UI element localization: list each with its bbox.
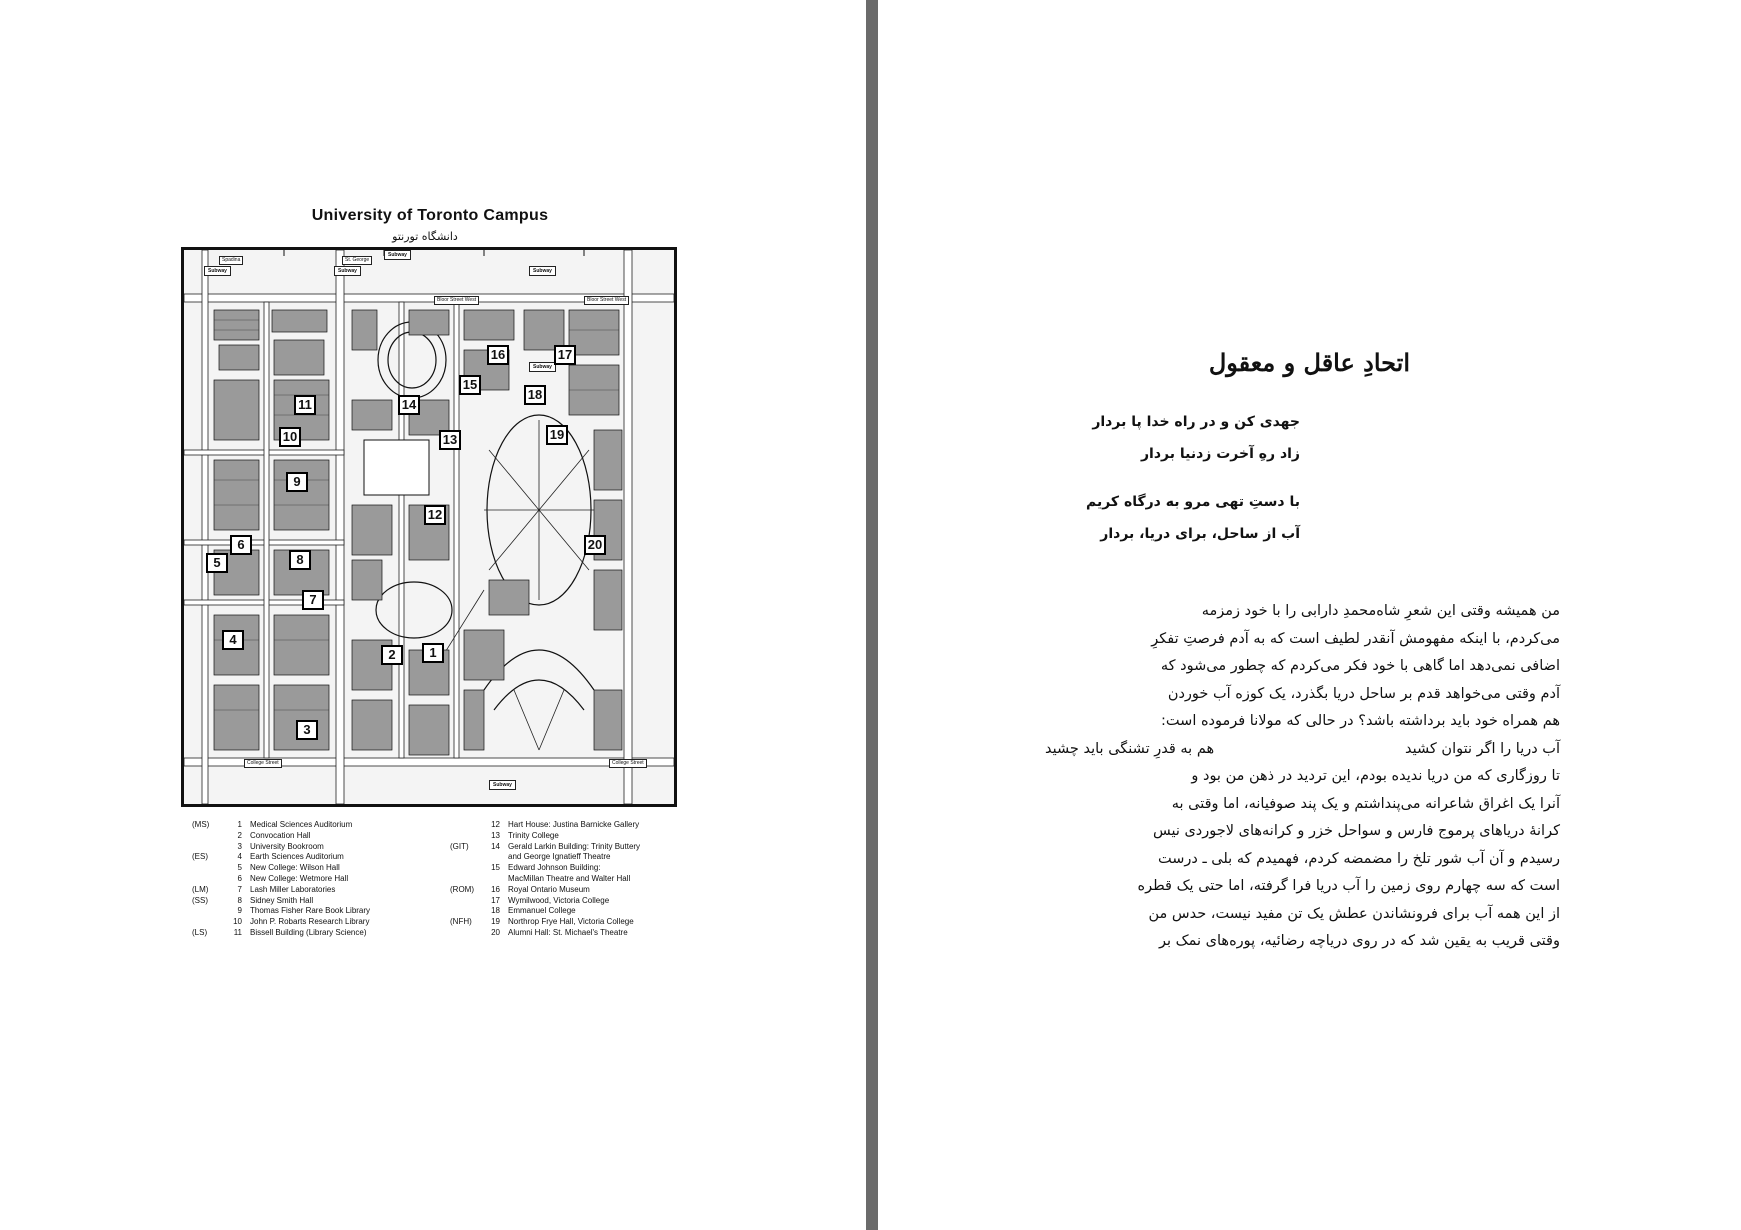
map-marker: 5 bbox=[206, 553, 228, 573]
street-label: Bloor Street West bbox=[434, 296, 479, 305]
paragraph-line: تا روزگاری که من دریا ندیده بودم، این تردید در ذهن من بود و bbox=[1191, 768, 1560, 784]
map-subtitle: دانشگاه تورنتو bbox=[392, 230, 458, 243]
map-marker: 2 bbox=[381, 645, 403, 665]
map-marker: 17 bbox=[554, 345, 576, 365]
legend-row: (GIT) 14 Gerald Larkin Building: Trinity Buttery bbox=[450, 841, 641, 851]
poem-line: با دستِ تهی مرو به درگاه کریم bbox=[1085, 494, 1300, 510]
paragraph-line: است که سه چهارم روی زمین را آب دریا فرا گرفته، اما حتی یک قطره bbox=[1137, 878, 1560, 894]
left-page bbox=[0, 0, 866, 1230]
paragraph-line: از این همه آب برای فرونشاندن عطش یک تن مفید نیست، حدس من bbox=[1148, 905, 1560, 922]
paragraph-line: اضافی نمی‌دهد اما گاهی با خود فکر می‌کردم که چطور می‌شود که bbox=[1160, 658, 1560, 674]
map-title: University of Toronto Campus bbox=[311, 207, 549, 224]
legend-row: (LS) 11 Bissell Building (Library Science) bbox=[192, 927, 367, 937]
map-marker: 8 bbox=[289, 550, 311, 570]
legend-row: (ROM) 16 Royal Ontario Museum bbox=[450, 884, 590, 894]
street-label: Spadina bbox=[219, 256, 243, 265]
map-marker: 13 bbox=[439, 430, 461, 450]
legend-row: 5 New College: Wilson Hall bbox=[237, 863, 340, 873]
legend-row: (SS) 8 Sidney Smith Hall bbox=[192, 895, 314, 905]
subway-label: Subway bbox=[384, 250, 411, 260]
body-text bbox=[1045, 598, 1560, 956]
legend-row: and George Ignatieff Theatre bbox=[508, 852, 611, 862]
verse-couplet bbox=[1045, 736, 1560, 764]
legend-row: MacMillan Theatre and Walter Hall bbox=[508, 873, 631, 883]
legend-row: 9 Thomas Fisher Rare Book Library bbox=[237, 906, 371, 916]
street-label: College Street bbox=[609, 759, 647, 768]
poem-line: آب از ساحل، برای دریا، بردار bbox=[1100, 526, 1300, 542]
subway-label: Subway bbox=[334, 266, 361, 276]
poem-line: جهدی کن و در راه خدا پا بردار bbox=[1092, 414, 1300, 430]
subway-label: Subway bbox=[529, 266, 556, 276]
street-label: Bloor Street West bbox=[584, 296, 629, 305]
map-marker: 1 bbox=[422, 643, 444, 663]
legend-row: 13 Trinity College bbox=[491, 830, 559, 840]
map-marker: 14 bbox=[398, 395, 420, 415]
map-marker: 4 bbox=[222, 630, 244, 650]
legend-row: 20 Alumni Hall: St. Michael's Theatre bbox=[491, 927, 628, 937]
map-marker: 16 bbox=[487, 345, 509, 365]
legend-row: 3 University Bookroom bbox=[237, 841, 324, 851]
legend-row: (MS) 1 Medical Sciences Auditorium bbox=[192, 820, 353, 829]
chapter-title: اتحادِ عاقل و معقول bbox=[1208, 348, 1410, 377]
map-marker: 12 bbox=[424, 505, 446, 525]
legend-row: 17 Wymilwood, Victoria College bbox=[491, 895, 610, 905]
verse-hemistich: آب دریا را اگر نتوان کشید bbox=[1404, 740, 1560, 757]
page-gutter bbox=[866, 0, 878, 1230]
poem-line: زاد رهِ آخرت زدنیا بردار bbox=[1140, 446, 1300, 462]
campus-map-drawing bbox=[184, 250, 674, 804]
paragraph-line: وقتی قریب به یقین شد که در روی دریاچه رضائیه، پوره‌های نمک بر bbox=[1159, 933, 1560, 949]
paragraph-line: رسیدم و آن آب شور تلخ را مضمضه کردم، فهمیدم که بلی ـ درست bbox=[1157, 850, 1560, 867]
paragraph-line: آدم وقتی می‌خواهد قدم بر ساحل دریا بگذرد، یک کوزه آب خوردن bbox=[1167, 685, 1560, 702]
subway-label: Subway bbox=[204, 266, 231, 276]
legend-row: (NFH) 19 Northrop Frye Hall, Victoria College bbox=[450, 917, 634, 927]
legend-row: 10 John P. Robarts Research Library bbox=[233, 917, 370, 927]
legend-row: (ES) 4 Earth Sciences Auditorium bbox=[192, 852, 344, 862]
paragraph-line: هم همراه خود باید برداشته باشد؟ در حالی که مولانا فرموده است: bbox=[1161, 713, 1560, 729]
map-marker: 6 bbox=[230, 535, 252, 555]
street-label: College Street bbox=[244, 759, 282, 768]
verse-hemistich: هم به قدرِ تشنگی باید چشید bbox=[1045, 740, 1215, 757]
map-marker: 19 bbox=[546, 425, 568, 445]
map-legend-left bbox=[192, 820, 432, 939]
street-label: St. George bbox=[342, 256, 372, 265]
legend-row: 6 New College: Wetmore Hall bbox=[237, 873, 349, 883]
map-marker: 9 bbox=[286, 472, 308, 492]
paragraph-line: می‌کردم، با اینکه مفهومش آنقدر لطیف است که به آدم فرصتِ تفکرِ bbox=[1151, 630, 1560, 647]
legend-row: (LM) 7 Lash Miller Laboratories bbox=[192, 884, 336, 894]
map-marker: 11 bbox=[294, 395, 316, 415]
subway-label: Subway bbox=[529, 362, 556, 372]
paragraph-line: کرانهٔ دریاهای پرموج فارس و سواحل خزر و کرانه‌های لاجوردی نیس bbox=[1152, 823, 1560, 839]
paragraph-line: آنرا یک اغراق شاعرانه می‌پنداشتم و یک پند صوفیانه، اما وقتی به bbox=[1171, 795, 1560, 812]
subway-label: Subway bbox=[489, 780, 516, 790]
map-marker: 10 bbox=[279, 427, 301, 447]
paragraph-line: من همیشه وقتی این شعرِ شاه‌محمدِ دارابی را با خود زمزمه bbox=[1201, 603, 1560, 619]
legend-row: 12 Hart House: Justina Barnicke Gallery bbox=[491, 820, 640, 829]
legend-row: 2 Convocation Hall bbox=[237, 830, 311, 840]
map-marker: 7 bbox=[302, 590, 324, 610]
map-legend-right bbox=[450, 820, 690, 939]
map-marker: 3 bbox=[296, 720, 318, 740]
campus-map bbox=[181, 247, 677, 807]
poem-stanza bbox=[1030, 406, 1300, 470]
map-marker: 18 bbox=[524, 385, 546, 405]
map-marker: 20 bbox=[584, 535, 606, 555]
legend-row: 15 Edward Johnson Building: bbox=[491, 863, 601, 873]
poem-stanza bbox=[1030, 486, 1300, 550]
legend-row: 18 Emmanuel College bbox=[491, 906, 576, 916]
map-marker: 15 bbox=[459, 375, 481, 395]
